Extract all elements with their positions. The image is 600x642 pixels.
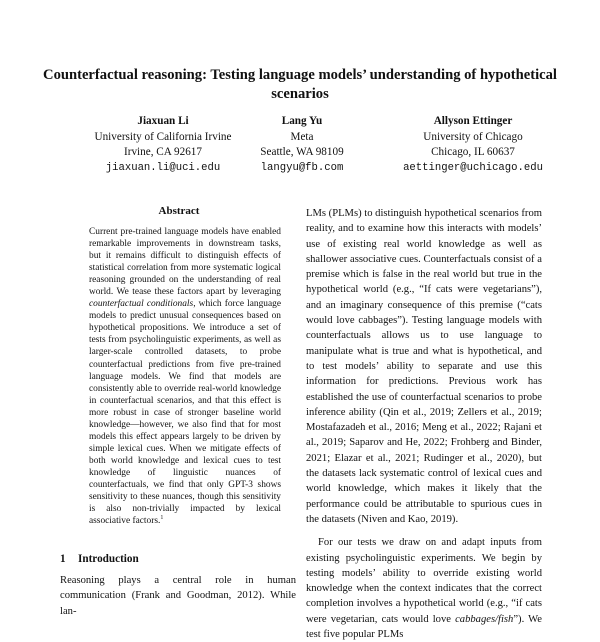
right-paragraph-2-part-2: ”). We test five popular PLMs bbox=[306, 613, 543, 641]
author-block-3 bbox=[378, 114, 568, 176]
right-paragraph-2-emphasis: cabbages/fish bbox=[455, 613, 514, 625]
author-name: Allyson Ettinger bbox=[433, 115, 513, 127]
right-paragraph-1: LMs (PLMs) to distinguish hypothetical scenarios from reality, and to examine how this interacts with models’ use of existing real world knowledge as well as shallower associative cues. Counterfactuals consist of a premise which is false in the real world but true in the hypothetical world (e.g., “If cats were vegetarians”), and an imaginary consequence of this premise (“cats would love cabbages”). Testing language models with counterfactuals allows us to use language to manipulate what is true and what is hypothetical, and to test models’ ability to separate and use this information for predictions. Previous work has established the use of counterfactual scenarios to probe inference ability (Qin et al., 2019; Zellers et al., 2019; Mostafazadeh et al., 2016; Meng et al., 2022; Rajani et al., 2019; Saparov and He, 2022; Frohberg and Binder, 2021; Elazar et al., 2021; Rudinger et al., 2020), but the datasets lack systematic control of lexical cues and world knowledge, which makes it likely that the performance could be attributable to spurious cues in the datasets (Niven and Kao, 2019). bbox=[306, 208, 542, 525]
section-title: Introduction bbox=[78, 553, 139, 565]
footnote-marker: 1 bbox=[160, 515, 164, 521]
author-affiliation: University of Chicago bbox=[423, 130, 523, 143]
intro-paragraph: Reasoning plays a central role in human communication (Frank and Goodman, 2012). While lan- bbox=[60, 575, 296, 617]
author-email: langyu@fb.com bbox=[260, 161, 344, 174]
author-affiliation: Meta bbox=[290, 130, 314, 143]
right-paragraph-2-part-1: For our tests we draw on and adapt inputs from existing psycholinguistic experiments. We begin by testing models’ ability to override existing world knowledge when the context indicates that the correct completion involves a hypothetical world (e.g., “if cats were vegetarian, cats would love bbox=[306, 537, 542, 625]
abstract-body bbox=[89, 226, 281, 527]
section-heading bbox=[60, 553, 139, 565]
abstract-text-part-1: Current pre-trained language models have enabled remarkable improvements in downstream tasks, but it remains difficult to distinguish effects of statistical correlation from more systematic logical reasoning grounded on the understanding of real world. We tease these factors apart by leveraging bbox=[89, 227, 281, 298]
author-block-1 bbox=[70, 114, 256, 176]
right-column bbox=[306, 206, 542, 642]
author-name: Lang Yu bbox=[281, 115, 323, 127]
author-block-2 bbox=[252, 114, 352, 176]
section-number: 1 bbox=[60, 553, 66, 565]
paper-title: Counterfactual reasoning: Testing language models’ understanding of hypothetical scenarios bbox=[43, 67, 557, 102]
author-location: Chicago, IL 60637 bbox=[431, 146, 515, 158]
author-affiliation: University of California Irvine bbox=[94, 130, 232, 143]
author-location: Seattle, WA 98109 bbox=[260, 146, 344, 158]
abstract-emphasis: counterfactual conditionals bbox=[89, 299, 194, 310]
author-email: jiaxuan.li@uci.edu bbox=[105, 161, 221, 174]
author-email: aettinger@uchicago.edu bbox=[403, 161, 543, 174]
abstract-heading: Abstract bbox=[158, 205, 200, 217]
abstract-text-part-2: , which force language models to predict unusual consequences based on hypothetical propositions. We introduce a set of tests from psycholinguistic experiments, as well as larger-scale controlled datasets, to probe counterfactual predictions from five pre-trained language models. We find that models are consistently able to override real-world knowledge in counterfactual scenarios, and that this effect is more robust in case of stronger baseline world knowledge—however, we also find that for most models this effect appears largely to be driven by simple lexical cues. When we mitigate effects of both world knowledge and lexical cues to test knowledge of linguistic nuances of counterfactuals, we find that only GPT-3 shows sensitivity to these nuances, though this sensitivity is also non-trivially impacted by lexical associative factors. bbox=[89, 299, 281, 527]
author-name: Jiaxuan Li bbox=[137, 115, 189, 127]
right-paragraph-2 bbox=[306, 535, 542, 642]
author-location: Irvine, CA 92617 bbox=[124, 146, 202, 158]
